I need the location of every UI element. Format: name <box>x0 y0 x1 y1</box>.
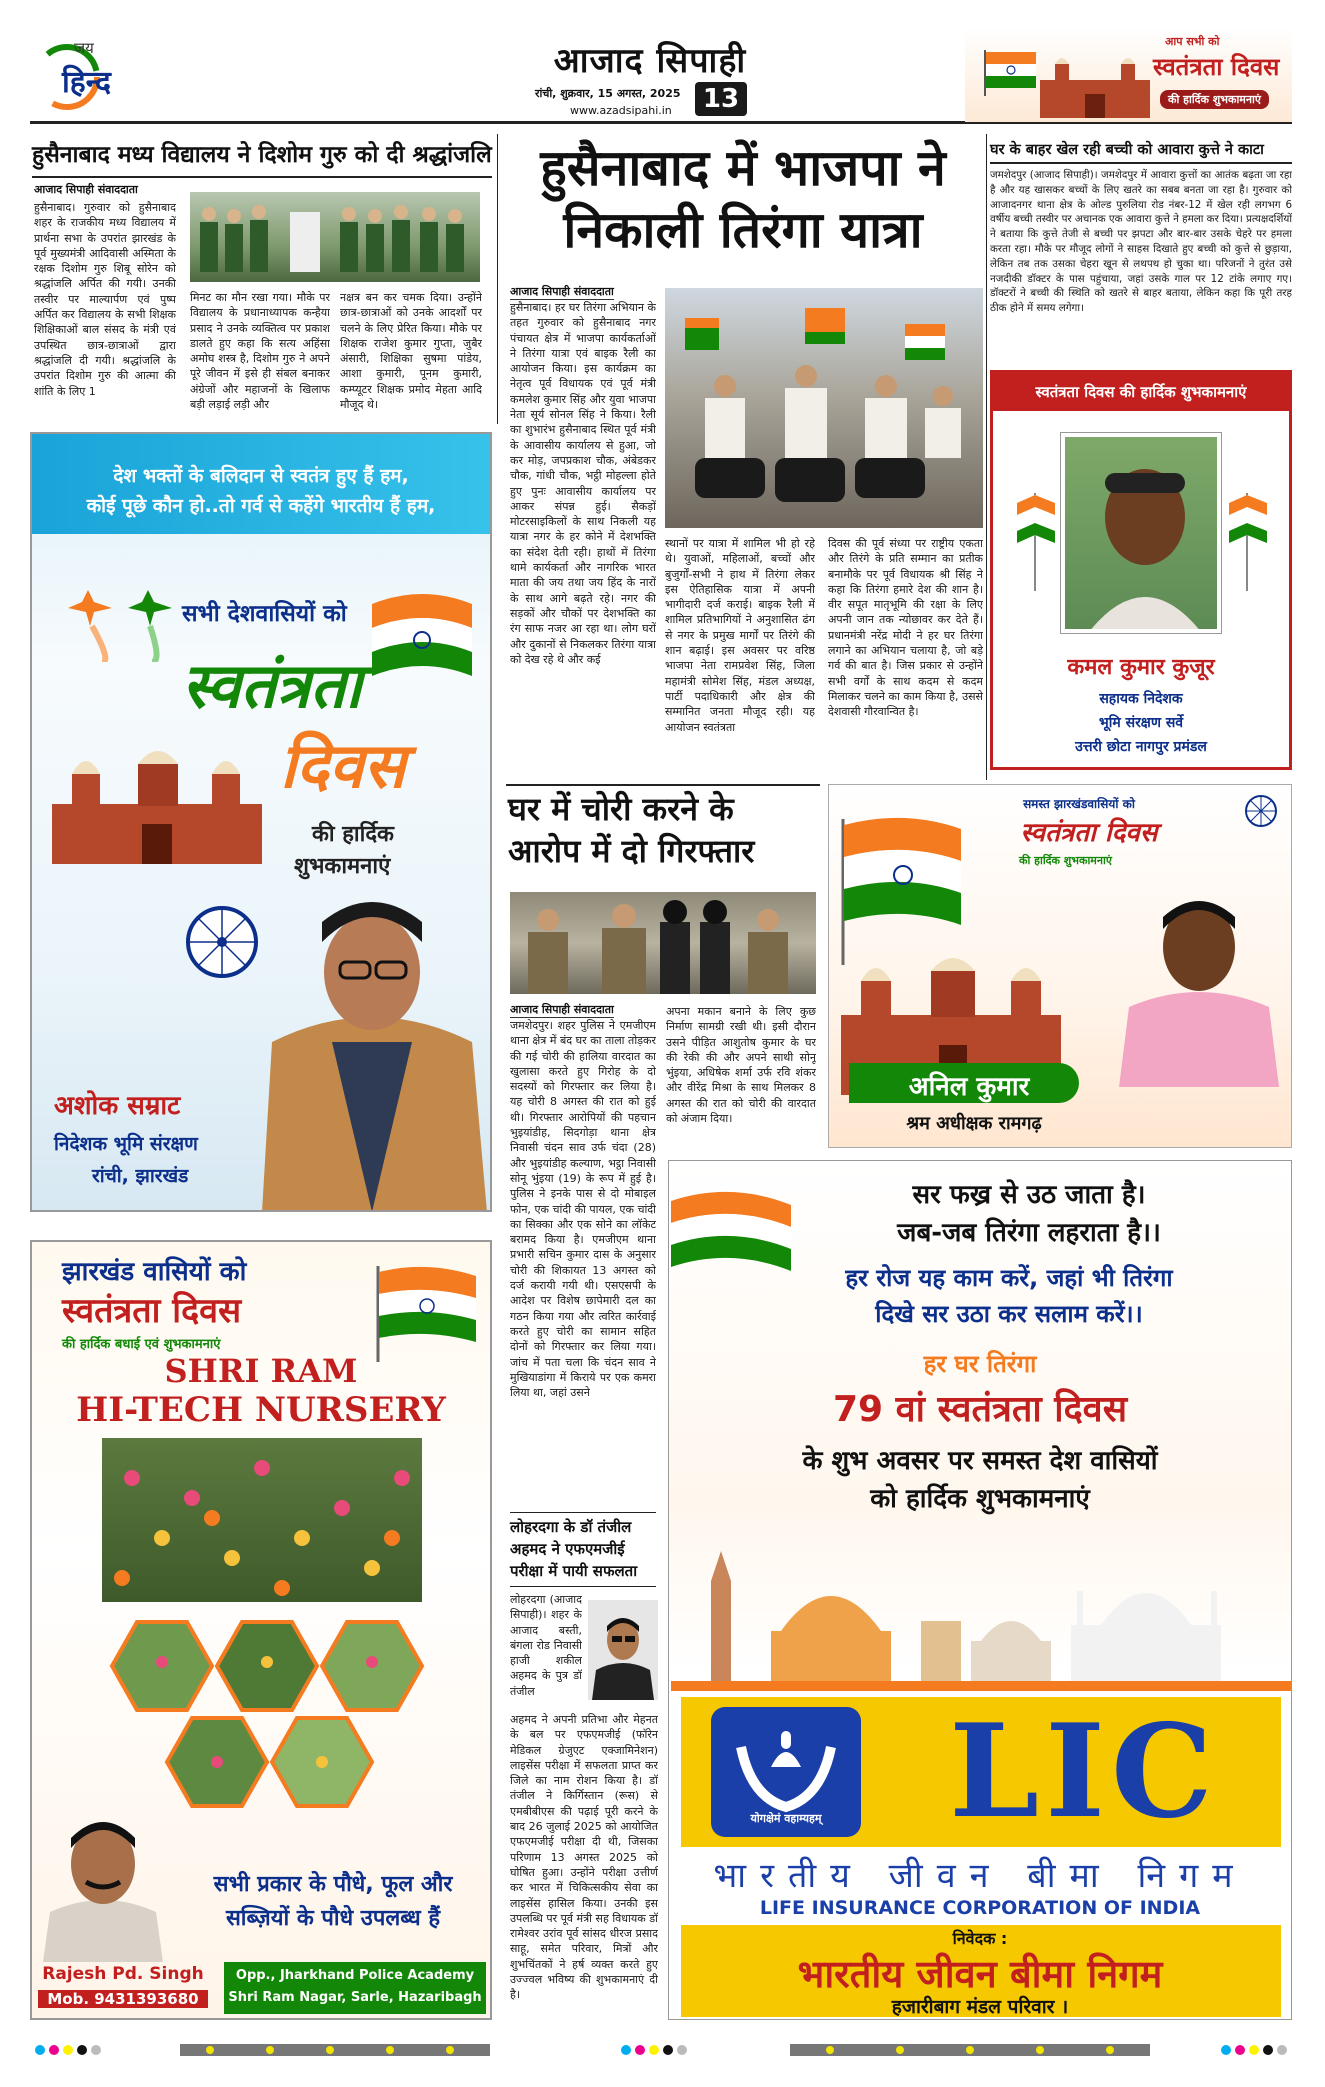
ashok-greet-big2: दिवस <box>280 729 406 802</box>
article2-col2: स्थानों पर यात्रा में शामिल भी हो रहे थे। युवाओं, महिलाओं, बच्चों और बुजुर्गों-सभी ने हाथ में तिरंगा लेकर इस ऐतिहासिक यात्रा में अपनी भागीदारी दर्ज कराई। बाइक रैली में शामिल प्रतिभागियों ने अनुशासित ढंग से नगर के प्रमुख मार्गों पर तिरंगे की शान बढ़ाई। इस अवसर पर वरिष्ठ भाजपा नेता रामप्रवेश सिंह, जिला महामंत्री सोमेश सिंह, मंडल अध्यक्ष, पार्टी पदाधिकारी और क्षेत्र की सम्मानित जनता मौजूद रही। यह आयोजन स्वतंत्रता <box>665 537 815 734</box>
nursery-line1: झारखंड वासियों को <box>62 1257 247 1287</box>
flag-icon <box>1011 483 1059 593</box>
article1-col2: मिनट का मौन रखा गया। मौके पर विद्यालय के प्रधानाध्यापक कन्हैया प्रसाद ने उनके व्यक्तित्व पर प्रकाश डालते हुए कहा कि सत्य अहिंसा अमोघ शस्त्र है, दिशोम गुरु ने अपने पूरे जीवन में इसे ही संबल बनाकर अंग्रेजों और महाजनों के खिलाफ बड़ी लड़ाई लड़ी और <box>190 291 330 412</box>
lic-line-b: को हार्दिक शुभकामनाएं <box>870 1484 1090 1514</box>
article2-col3: दिवस की पूर्व संध्या पर राष्ट्रीय एकता और तिरंगे के प्रति सम्मान का प्रतीक बनामौके पर पूर्व विधायक श्री सिंह ने कहा कि तिरंगा हमारे देश की शान है। वीर सपूत मातृभूमि की रक्षा के लिए अपनी जान तक न्योछावर कर देते हैं। प्रधानमंत्री नरेंद्र मोदी ने हर घर तिरंगा लगाने का अभियान चलाया है, जो बड़े गर्व की बात है। जिस प्रकार से उन्होंने सभी वर्गों के साथ कदम से कदम मिलाकर चलने का काम किया है, उससे देशवासी गौरवान्वित है। <box>828 537 983 719</box>
ashok-quote-line1: देश भक्तों के बलिदान से स्वतंत्र हुए हैं हम, <box>113 465 409 487</box>
ashok-name: अशोक सम्राट <box>54 1091 181 1121</box>
article1-byline: आजाद सिपाही संवाददाता <box>34 183 138 196</box>
lic-poem2: जब-जब तिरंगा लहराता है।। <box>897 1218 1161 1248</box>
portrait-figure <box>588 1600 658 1700</box>
anil-top-line3: की हार्दिक शुभकामनाएं <box>1019 854 1112 867</box>
ashok-portrait <box>252 862 492 1212</box>
ad-kamal <box>990 370 1292 770</box>
nursery-brand2: HI-TECH NURSERY <box>76 1390 446 1430</box>
article2-headline-line2: निकाली तिरंगा यात्रा <box>563 201 923 259</box>
masthead-website: www.azadsipahi.in <box>570 104 672 117</box>
kamal-line2: भूमि संरक्षण सर्वे <box>1098 715 1184 731</box>
portrait-figure <box>38 1802 168 1962</box>
lic-english-name: LIFE INSURANCE CORPORATION OF INDIA <box>759 1897 1201 1919</box>
article4-byline: आजाद सिपाही संवाददाता <box>510 1003 614 1016</box>
page-number-badge <box>695 82 747 116</box>
banner-line1: आप सभी को <box>1165 35 1220 48</box>
article2-byline: आजाद सिपाही संवाददाता <box>510 285 614 298</box>
lic-poem3: हर रोज यह काम करें, जहां भी तिरंगा <box>845 1264 1173 1292</box>
lic-poem4: दिखे सर उठा कर सलाम करें।। <box>875 1300 1143 1328</box>
ashok-line2: रांची, झारखंड <box>92 1165 189 1187</box>
masthead-dateline: रांची, शुक्रवार, 15 अगस्त, 2025 <box>535 87 681 100</box>
anil-top-line1: समस्त झारखंडवासियों को <box>1023 797 1135 811</box>
nursery-brand1: SHRI RAM <box>164 1352 358 1390</box>
flag-icon <box>362 584 482 694</box>
portrait-figure <box>1065 437 1221 633</box>
banner-line2: स्वतंत्रता दिवस <box>1153 53 1280 81</box>
article4-headline-line1: घर में चोरी करने के <box>508 790 734 828</box>
article5-lead: लोहरदगा (आजाद सिपाही)। शहर के आजाद बस्ती, बंगला रोड निवासी हाजी शकील अहमद के पुत्र डॉ तंजील <box>510 1593 582 1698</box>
logo-top-text: जय <box>74 39 94 57</box>
article5-body: अहमद ने अपनी प्रतिभा और मेहनत के बल पर एफएमजीई (फॉरेन मेडिकल ग्रेजुएट एक्जामिनेशन) लाइसेंस परीक्षा में सफलता प्राप्त कर जिले का नाम रोशन किया है। डॉ तंजील ने किर्गिस्तान (रूस) से एमबीबीएस की पढ़ाई पूरी करने के बाद 26 जुलाई 2025 को आयोजित एफएमजीई परीक्षा दी थी, जिसका परिणाम 13 अगस्त 2025 को घोषित हुआ। उन्होंने परीक्षा उत्तीर्ण कर भारत में चिकित्सकीय सेवा का लाइसेंस हासिल किया। उनकी इस उपलब्धि पर पूर्व मंत्री सह विधायक डॉ रामेश्वर उरांव पूर्व सांसद धीरज प्रसाद साहू, समेत परिवार, मित्रों और शुभचिंतकों ने हर्ष व्यक्त करते हुए उज्ज्वल भविष्य की शुभकामनाएं दी है। <box>510 1713 658 2002</box>
lic-campaign: हर घर तिरंगा <box>923 1350 1037 1378</box>
ashok-greet-top: सभी देशवासियों को <box>182 601 347 627</box>
nursery-tagline1: सभी प्रकार के पौधे, फूल और <box>213 1872 453 1897</box>
monuments-icon <box>671 1521 1291 1691</box>
lic-emblem <box>711 1707 861 1837</box>
nursery-flowers-photo <box>102 1438 422 1602</box>
lic-emblem-motto: योगक्षेमं वहाम्यहम् <box>750 1812 822 1825</box>
ad-lic <box>668 1160 1292 2020</box>
divider <box>510 1586 656 1587</box>
lic-logo-text: LIC <box>949 1697 1219 1847</box>
nursery-mobile: Mob. 9431393680 <box>38 1990 208 2008</box>
portrait-figure <box>252 862 492 1212</box>
tanzil-portrait <box>588 1600 658 1700</box>
article1-col3: नक्षत्र बन कर चमक दिया। उन्होंने छात्र-छात्राओं को उनके आदर्शों पर चलने के लिए प्रेरित किया। मौके पर शिक्षक राजेश कुमार गुप्ता, जुबैर अंसारी, शिक्षिका सुषमा पांडेय, आशा कुमारी, पूनम कुमारी, कम्प्यूटर शिक्षक प्रमोद मेहता आदि मौजूद थे। <box>340 291 482 412</box>
masthead-banner <box>965 28 1292 122</box>
flag-icon <box>372 1262 482 1362</box>
kamal-line3: उत्तरी छोटा नागपुर प्रमंडल <box>1075 739 1207 755</box>
rally-photo <box>665 288 983 528</box>
lic-nivedak: निवेदक : <box>952 1929 1008 1948</box>
ad-kamal-header: स्वतंत्रता दिवस की हार्दिक शुभकामनाएं <box>993 373 1289 411</box>
photo-figures <box>190 192 480 282</box>
article2-headline-line1: हुसैनाबाद में भाजपा ने <box>540 139 946 197</box>
ad-ashok <box>30 432 492 1212</box>
divider <box>990 162 1292 164</box>
registration-marks <box>30 2038 1292 2062</box>
article5-headline-line1: लोहरदगा के डॉ तंजील <box>510 1518 632 1536</box>
nursery-owner: Rajesh Pd. Singh <box>42 1964 204 1984</box>
jai-hind-logo <box>32 32 144 118</box>
nursery-address2: Shri Ram Nagar, Sarle, Hazaribagh <box>228 1990 482 2005</box>
divider <box>510 1512 656 1513</box>
lic-hindi-name: भारतीय जीवन बीमा निगम <box>713 1856 1247 1896</box>
lic-big-name: भारतीय जीवन बीमा निगम <box>797 1952 1163 1996</box>
chakra-icon <box>182 902 262 982</box>
rajesh-portrait <box>38 1802 168 1962</box>
article1-headline: हुसैनाबाद मध्य विद्यालय ने दिशोम गुरु को दी श्रद्धांजलि <box>32 142 492 168</box>
ad-anil <box>828 784 1292 1148</box>
nursery-address1: Opp., Jharkhand Police Academy <box>235 1968 475 1983</box>
masthead <box>30 28 1292 124</box>
police-figures <box>510 892 816 994</box>
flag-icon <box>981 48 1041 96</box>
ad-nursery <box>30 1240 492 2020</box>
nursery-tagline2: सब्ज़ियों के पौधे उपलब्ध हैं <box>225 1906 441 1931</box>
anil-name: अनिल कुमार <box>908 1072 1030 1102</box>
kamal-line1: सहायक निदेशक <box>1099 691 1183 707</box>
flower-pattern <box>102 1438 422 1602</box>
divider <box>497 134 498 424</box>
lic-division: हजारीबाग मंडल परिवार । <box>891 1996 1069 2018</box>
article4-col2: अपना मकान बनाने के लिए कुछ निर्माण सामग्री रखी थी। इसी दौरान उसने पीड़ित आशुतोष कुमार के घर की रेकी की और अपने साथी सोनू भुंइया, अधिषेक शर्मा उर्फ रवि शंकर और वीरेंद्र मिश्रा के साथ मिलकर 8 अगस्त की रात को चोरी की वारदात को अंजाम दिया। <box>666 1005 816 1126</box>
lic-line-a: के शुभ अवसर पर समस्त देश वासियों <box>802 1446 1158 1476</box>
ashok-quote-line2: कोई पूछे कौन हो..तो गर्व से कहेंगे भारतीय हैं हम, <box>86 495 436 517</box>
kamal-portrait <box>1061 433 1221 633</box>
divider <box>986 134 987 780</box>
portrait-figure <box>1109 877 1289 1087</box>
ashok-line1: निदेशक भूमि संरक्षण <box>54 1133 198 1155</box>
article4-col1: जमशेदपुर। शहर पुलिस ने एमजीएम थाना क्षेत्र में बंद घर का ताला तोड़कर की गई चोरी की हालिया वारदात का खुलासा करते हुए गिरोह के दो सदस्यों को गिरफ्तार कर लिया है। यह चोरी 8 अगस्त की रात को हुई थी। गिरफ्तार आरोपियों की पहचान भुइयांडीह, सिदगोड़ा थाना क्षेत्र निवासी चंदन साव उर्फ चंदा (28) और भुइयांडीह कल्याण, भट्ठा निवासी सोनू भुंइया (19) के रूप में हुई है। पुलिस ने इनके पास से दो मोबाइल फोन, एक चांदी की पायल, एक चांदी का सिक्का और एक सोने का लॉकेट बरामद किया है। एमजीएम थाना प्रभारी सचिन कुमार दास के अनुसार चोरी की शिकायत 13 अगस्त को दर्ज करायी गयी थी। एसएसपी के आदेश पर विशेष छापेमारी दल का गठन किया गया और त्वरित कार्रवाई करते हुए चोरी का सामान सहित दोनों को गिरफ्तार कर लिया गया। जांच में पता चला कि चंदन साव ने मुखियाडांगा में किराये पर एक कमरा लिया था, जहां उसने <box>510 1019 656 1400</box>
article4-headline-line2: आरोप में दो गिरफ्तार <box>508 832 755 870</box>
lic-poem1: सर फख्र से उठ जाता है। <box>912 1180 1146 1210</box>
logo-main-text: हिन्द <box>62 65 111 100</box>
rally-figures <box>665 288 983 528</box>
red-fort-icon <box>42 734 272 874</box>
jets-icon <box>52 582 182 662</box>
article3-headline: घर के बाहर खेल रही बच्ची को आवारा कुत्ते ने काटा <box>990 142 1264 158</box>
page-number: 13 <box>702 84 740 114</box>
ashok-greet-bottom1: की हार्दिक <box>312 822 394 847</box>
divider <box>32 176 492 178</box>
article1-col1: हुसैनाबाद। गुरुवार को हुसैनाबाद शहर के राजकीय मध्य विद्यालय में प्रार्थना सभा के उपरांत झारखंड के पूर्व मुख्यमंत्री आदिवासी अस्मिता के रक्षक दिशोम गुरु शिबू सोरेन को श्रद्धांजलि अर्पित की गयी। उनकी तस्वीर पर माल्यार्पण एवं पुष्प अर्पित कर विद्यालय के सभी शिक्षक शिक्षिकाओं बाल संसद के मंत्री एवं उपस्थित छात्र-छात्राओं द्वारा श्रद्धांजलि दी गयी। श्रद्धांजलि के उपरांत दिशोम गुरु की आत्मा की शांति के लिए 1 <box>34 201 176 398</box>
ashok-greet-big1: स्वतंत्रता <box>182 649 362 722</box>
kamal-name: कमल कुमार कुजूर <box>1067 655 1215 680</box>
nursery-line3: की हार्दिक बधाई एवं शुभकामनाएं <box>62 1337 221 1352</box>
article3-body: जमशेदपुर (आजाद सिपाही)। जमशेदपुर में आवारा कुत्तों का आतंक बढ़ता जा रहा है और यह खासकर बच्चों के लिए खतरे का सबब बनता जा रहा है। गुरुवार को आजादनगर थाना क्षेत्र के ओल्ड पुरुलिया रोड नंबर-12 में खेल रही लगभग 6 वर्षीय बच्ची तस्वीर पर अचानक एक आवारा कुत्ते ने हमला कर दिया। प्रत्यक्षदर्शियों ने बताया कि कुत्ते तेजी से बच्ची पर झपटा और बार-बार उसके चेहरे पर हमला करता रहा। मौके पर मौजूद लोगों ने साहस दिखाते हुए बच्ची को कुत्ते से छुड़ाया, लेकिन तब तक उसका चेहरा खून से लथपथ हो चुका था। परिजनों ने तुरंत उसे नजदीकी डॉक्टर के पास पहुंचाया, जहां उसके गाल पर 12 टांके लगाए गए। डॉक्टरों ने बच्ची की स्थिति को खतरे से बाहर बताया, लेकिन कहा कि पूरी तरह ठीक होने में समय लगेगा। <box>990 169 1292 315</box>
anil-top-line2: स्वतंत्रता दिवस <box>1020 818 1158 848</box>
article5-headline-line3: परीक्षा में पायी सफलता <box>510 1562 638 1580</box>
banner-line3: की हार्दिक शुभकामनाएं <box>1160 90 1269 109</box>
masthead-title: आजाद सिपाही <box>553 41 747 81</box>
divider <box>506 784 820 786</box>
anil-portrait <box>1109 877 1289 1087</box>
article5-headline-line2: अहमद ने एफएमजीई <box>510 1540 625 1558</box>
flag-icon <box>1223 483 1271 593</box>
article2-col1: हुसैनाबाद। हर घर तिरंगा अभियान के तहत गुरुवार को हुसैनाबाद नगर पंचायत क्षेत्र में भाजपा कार्यकर्ताओं ने तिरंगा यात्रा एवं बाइक रैली का आयोजन किया। इस कार्यक्रम का नेतृत्व पूर्व विधायक एवं पूर्व मंत्री कमलेश कुमार सिंह और युवा भाजपा नेता सूर्य सोनल सिंह ने किया। रैली का शुभारंभ हुसैनाबाद स्थित पूर्व मंत्री के आवासीय कार्यालय से हुआ, जो कर मोड़, जपप्रकाश चौक, अंबेडकर चौक, गांधी चौक, भट्ठी मोहल्ला होते हुए पुनः आवासीय कार्यालय पर आकर संपन्न हुई। सैकड़ों मोटरसाइकिलों के साथ निकली यह यात्रा नगर के हर कोने में देशभक्ति का संदेश देती रही। हाथों में तिरंगा थामे कार्यकर्ता और नागरिक भारत माता की जय तथा जय हिंद के नारों के साथ आगे बढ़ते रहे। नगर की सड़कों और चौकों पर देशभक्ति का रंग साफ नजर आ रहा था। लोग घरों और दुकानों से निकलकर तिरंगा यात्रा को देख रहे थे और कई <box>510 301 656 666</box>
red-fort-icon <box>1035 50 1155 120</box>
nursery-line2: स्वतंत्रता दिवस <box>62 1291 242 1331</box>
anil-designation: श्रम अधीक्षक रामगढ़ <box>906 1113 1042 1134</box>
ashok-greet-bottom2: शुभकामनाएं <box>294 854 391 879</box>
lic-big: 79 वां स्वतंत्रता दिवस <box>832 1389 1128 1430</box>
flag-icon <box>835 815 965 965</box>
chakra-icon <box>1243 793 1279 829</box>
students-photo <box>190 192 480 282</box>
footer-marks <box>30 2038 1292 2062</box>
police-photo <box>510 892 816 994</box>
